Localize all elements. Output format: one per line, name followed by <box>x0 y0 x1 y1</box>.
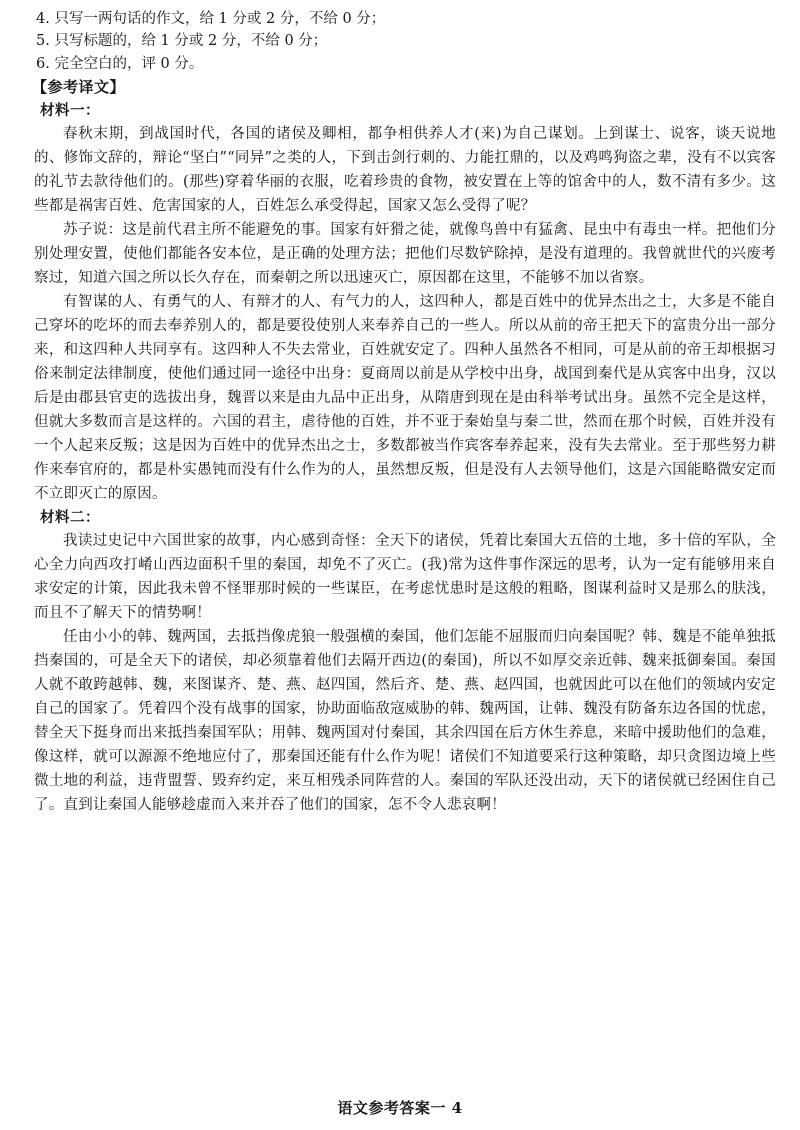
material-one-paragraph-2: 苏子说：这是前代君主所不能避免的事。国家有奸猾之徒，就像鸟兽中有猛禽、昆虫中有毒虫一样。把他们分别处理安置，使他们都能各安本位，是正确的处理方法；把他们尽数铲除掉，是没有道理的。我曾就世代的兴废考察过，知道六国之所以长久存在，而秦朝之所以迅速灭亡，原因都在这里，不能够不加以省察。 <box>34 222 776 287</box>
material-two-paragraph-1: 我读过史记中六国世家的故事，内心感到奇怪：全天下的诸侯，凭着比秦国大五倍的土地，多十倍的军队，全心全力向西攻打崤山西边面积千里的秦国，却免不了灭亡。(我)常为这件事作深远的思考，认为一定有能够用来自求安定的计策，因此我未曾不怪罪那时候的一些谋臣，在考虑忧患时是这般的粗略，图谋利益时又是那么的肤浅，而且不了解天下的情势啊！ <box>34 533 776 622</box>
scoring-rule-6: 6. 完全空白的，评 0 分。 <box>36 55 204 72</box>
material-two-title: 材料二： <box>40 509 100 527</box>
page-content <box>34 8 776 817</box>
material-one-title: 材料一： <box>40 102 100 120</box>
scoring-rule-4: 4. 只写一两句话的作文，给 1 分或 2 分，不给 0 分； <box>36 11 386 27</box>
material-two-paragraph-2: 任由小小的韩、魏两国，去抵挡像虎狼一般强横的秦国，他们怎能不屈服而归向秦国呢？韩、魏是不能单独抵挡秦国的，可是全天下的诸侯，却必须靠着他们去隔开西边(的秦国)，所以不如厚交亲近韩、魏来抵御秦国。秦国人就不敢跨越韩、魏，来图谋齐、楚、燕、赵四国，然后齐、楚、燕、赵四国，也就因此可以在他们的领域内安定自己的国家了。凭着四个没有战事的国家，协助面临敌寇威胁的韩、魏两国，让韩、魏没有防备东边各国的忧虑，替全天下挺身而出来抵挡秦国军队；用韩、魏两国对付秦国，其余四国在后方休生养息，来暗中援助他们的急难，像这样，就可以源源不绝地应付了，那秦国还能有什么作为呢！诸侯们不知道要采行这种策略，却只贪图边境上些微土地的利益，违背盟誓、毁弃约定，来互相残杀同阵营的人。秦国的军队还没出动，天下的诸侯就已经困住自己了。直到让秦国人能够趁虚而入来并吞了他们的国家，怎不令人悲哀啊！ <box>34 629 776 814</box>
material-one-paragraph-1: 春秋末期，到战国时代，各国的诸侯及卿相，都争相供养人才(来)为自己谋划。上到谋士、说客，谈天说地的、修饰文辞的，辩论“坚白”“同异”之类的人，下到击剑行刺的、力能扛鼎的，以及鸡鸣狗盗之辈，没有不以宾客的礼节去款待他们的。(那些)穿着华丽的衣服，吃着珍贵的食物，被安置在上等的馆舍中的人，数不清有多少。这些都是祸害百姓、危害国家的人，百姓怎么承受得起，国家又怎么受得了呢？ <box>34 126 776 215</box>
material-one-paragraph-3: 有智谋的人、有勇气的人、有辩才的人、有气力的人，这四种人，都是百姓中的优异杰出之士，大多是不能自己穿坏的吃坏的而去奉养别人的，都是要役使别人来奉养自己的一些人。所以从前的帝王把天下的富贵分出一部分来，和这四种人共同享有。这四种人不失去常业，百姓就安定了。四种人虽然各不相同，可是从前的帝王却根据习俗来制定法律制度，使他们通过同一途径中出身：夏商周以前是从学校中出身，战国到秦代是从宾客中出身，汉以后是由郡县官吏的选拔出身，魏晋以来是由九品中正出身，从隋唐到现在是由科举考试出身。虽然不完全是这样，但就大多数而言是这样的。六国的君主，虐待他的百姓，并不亚于秦始皇与秦二世，然而在那个时候，百姓并没有一个人起来反叛；这是因为百姓中的优异杰出之士，多数都被当作宾客奉养起来，没有失去常业。至于那些努力耕作来奉官府的，都是朴实愚钝而没有什么作为的人，虽然想反叛，但是没有人去领导他们，这是六国能略微安定而不立即灭亡的原因。 <box>34 294 776 503</box>
page-footer: 语文参考答案一 4 <box>337 1099 463 1117</box>
scoring-rule-5: 5. 只写标题的，给 1 分或 2 分，不给 0 分； <box>36 33 328 50</box>
reference-translation-heading: 【参考译文】 <box>32 78 126 97</box>
